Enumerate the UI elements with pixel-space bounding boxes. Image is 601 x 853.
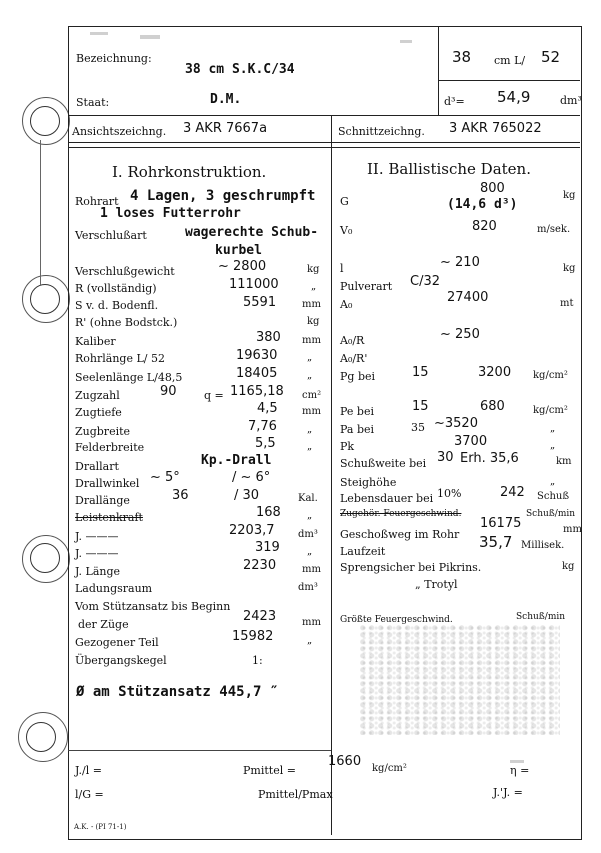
section-title-rohrkonstruktion: I. Rohrkonstruktion.: [112, 163, 267, 181]
divider: [68, 147, 580, 148]
ladungsraum-label: Ladungsraum: [75, 582, 153, 595]
caliber-length: 52: [541, 48, 561, 66]
zugtiefe-value: 4,5: [257, 401, 278, 416]
lebensdauer-bei-value: 10%: [437, 487, 462, 500]
pk-value: 3700: [454, 434, 488, 449]
kaliber-unit: mm: [302, 335, 321, 346]
bezeichnung-value: 38 cm S.K.C/34: [185, 62, 295, 77]
scan-speck: [400, 40, 412, 43]
drallaenge-unit: Kal.: [298, 493, 318, 504]
pulverart-value: C/32: [410, 274, 440, 289]
photocopy-noise: [360, 625, 560, 735]
j2-unit: „: [307, 546, 313, 557]
zugbreite-unit: „: [307, 424, 313, 435]
caliber-value: 38: [452, 48, 472, 66]
zugbreite-label: Zugbreite: [75, 425, 131, 438]
pg-bei-value: 15: [412, 365, 429, 380]
stuetzansatz-label: Vom Stützansatz bis Beginn: [75, 600, 231, 613]
schussweite-unit: km: [556, 456, 572, 467]
schussweite-value: Erh. 35,6: [460, 451, 519, 466]
rohrlaenge-value: 19630: [236, 348, 278, 363]
verschlussart-value: wagerechte Schub-: [185, 225, 319, 240]
der-zuege-value: 2423: [243, 609, 277, 624]
pmittel-value: 1660: [328, 754, 362, 769]
schnitt-label: Schnittzeichng.: [338, 125, 425, 138]
pmittel-pmax-label: Pmittel/Pmax: [258, 788, 333, 801]
j2-value: 319: [255, 540, 280, 555]
der-zuege-unit: mm: [302, 617, 321, 628]
divider: [68, 750, 331, 751]
geschossweg-unit: mm: [563, 524, 582, 535]
pg-unit: kg/cm²: [533, 370, 568, 381]
j1-value: 2203,7: [229, 523, 275, 538]
drallwinkel-value-2: / ~ 6°: [232, 470, 271, 485]
uebergangskegel-label: Übergangskegel: [75, 654, 167, 667]
gezogener-teil-unit: „: [307, 635, 313, 646]
r-vollstaendig-value: 111000: [229, 277, 279, 292]
v0-value: 820: [472, 219, 497, 234]
seelenlaenge-value: 18405: [236, 366, 278, 381]
punch-hole: [30, 543, 60, 573]
section-title-ballistik: II. Ballistische Daten.: [367, 160, 531, 178]
schussweite-bei-value: 30: [437, 450, 454, 465]
rohrlaenge-unit: „: [307, 352, 313, 363]
j-laenge-value: 2230: [243, 558, 277, 573]
groesste-feuergeschwind-label: Größte Feuergeschwind.: [340, 615, 453, 625]
lebensdauer-unit: Schuß: [537, 491, 570, 502]
laufzeit-value: 35,7: [479, 533, 513, 551]
g-value-2: (14,6 d³): [447, 197, 518, 212]
s-bodenfl-label: S v. d. Bodenfl.: [75, 299, 159, 312]
zugtiefe-unit: mm: [302, 406, 321, 417]
bezeichnung-label: Bezeichnung:: [76, 52, 152, 65]
pulverart-label: Pulverart: [340, 280, 393, 293]
j1-label: J. ———: [75, 530, 119, 543]
q-value: 1165,18: [230, 384, 284, 399]
ladungsraum-unit: dm³: [298, 582, 318, 593]
gezogener-teil-label: Gezogener Teil: [75, 636, 159, 649]
footnote-stuetzansatz: Ø am Stützansatz 445,7 ″: [76, 684, 279, 700]
r-vollstaendig-unit: „: [311, 281, 317, 292]
staat-label: Staat:: [76, 96, 110, 109]
drallaenge-value: 36: [172, 488, 189, 503]
uebergangskegel-value: 1:: [252, 654, 263, 667]
a0-unit: mt: [560, 298, 574, 309]
r-ohne-bodstck-unit: kg: [307, 316, 320, 327]
steighoehe-label: Steighöhe: [340, 476, 397, 489]
pmittel-label: Pmittel =: [243, 764, 296, 777]
drallaenge-label: Drallänge: [75, 494, 130, 507]
zugtiefe-label: Zugtiefe: [75, 406, 122, 419]
a0-label: A₀: [340, 298, 353, 311]
der-zuege-label: der Züge: [78, 618, 129, 631]
drallart-label: Drallart: [75, 460, 119, 473]
pe-label: Pe bei: [340, 405, 374, 418]
zugbreite-value: 7,76: [248, 419, 277, 434]
g-value: 800: [480, 181, 505, 196]
j1-unit: dm³: [298, 529, 318, 540]
laufzeit-label: Laufzeit: [340, 545, 386, 558]
seelenlaenge-unit: „: [307, 370, 313, 381]
sprengsicher-label: Sprengsicher bei Pikrins.: [340, 561, 482, 574]
felderbreite-value: 5,5: [255, 436, 276, 451]
v0-unit: m/sek.: [537, 224, 571, 235]
r-ohne-bodstck-label: R' (ohne Bodstck.): [75, 316, 178, 329]
rohrart-label: Rohrart: [75, 195, 119, 208]
ansicht-label: Ansichtszeichng.: [72, 125, 167, 138]
rohrart-value: 4 Lagen, 3 geschrumpft: [130, 188, 316, 204]
staat-value: D.M.: [210, 92, 242, 107]
d3-unit: dm³: [560, 94, 582, 107]
pe-value: 680: [480, 399, 505, 414]
punch-hole: [30, 106, 60, 136]
verschlussgewicht-unit: kg: [307, 264, 320, 275]
pe-bei-value: 15: [412, 399, 429, 414]
form-code: A.K. - (PI 71-1): [74, 823, 127, 831]
column-divider: [331, 115, 332, 835]
punch-hole: [26, 722, 56, 752]
g-unit: kg: [563, 190, 576, 201]
jj-label: J.'J. =: [493, 786, 523, 799]
lebensdauer-label: Lebensdauer bei: [340, 492, 434, 505]
lebensdauer-value: 242: [500, 485, 525, 500]
j-laenge-unit: mm: [302, 564, 321, 575]
scan-speck: [140, 35, 160, 39]
punch-hole: [30, 284, 60, 314]
pg-value: 3200: [478, 365, 512, 380]
zugzahl-label: Zugzahl: [75, 389, 120, 402]
steighoehe-unit: „: [550, 476, 556, 487]
j2-label: J. ———: [75, 547, 119, 560]
scan-speck: [510, 760, 524, 763]
divider: [68, 142, 580, 143]
laufzeit-unit: Millisek.: [521, 540, 565, 551]
pg-label: Pg bei: [340, 370, 376, 383]
j-laenge-label: J. Länge: [75, 565, 121, 578]
felderbreite-label: Felderbreite: [75, 441, 145, 454]
pa-label: Pa bei: [340, 423, 375, 436]
verschlussart-label: Verschlußart: [75, 229, 147, 242]
geschossweg-label: Geschoßweg im Rohr: [340, 528, 460, 541]
gezogener-teil-value: 15982: [232, 629, 274, 644]
v0-label: V₀: [340, 224, 353, 237]
kaliber-label: Kaliber: [75, 335, 116, 348]
leistenkraft-label: Leistenkraft: [75, 511, 143, 524]
s-bodenfl-value: 5591: [243, 295, 277, 310]
verschlussgewicht-value: ~ 2800: [218, 259, 267, 274]
leistenkraft-value: 168: [256, 505, 281, 520]
eta-label: η =: [510, 764, 530, 777]
scan-speck: [90, 32, 108, 35]
caliber-unit: cm L/: [494, 54, 526, 67]
kaliber-value: 380: [256, 330, 281, 345]
g-label: G: [340, 195, 349, 208]
margin-line: [40, 140, 41, 285]
pa-unit: „: [550, 423, 556, 434]
verschlussart-value-2: kurbel: [215, 243, 262, 258]
r-vollstaendig-label: R (vollständig): [75, 282, 157, 295]
zugehoer-feuergeschwind-label: Zugehör. Feuergeschwind.: [340, 509, 462, 519]
pa-value: ~3520: [434, 416, 478, 431]
pmittel-unit: kg/cm²: [372, 763, 407, 774]
verschlussgewicht-label: Verschlußgewicht: [75, 265, 175, 278]
q-label: q =: [204, 389, 224, 402]
l-label: l: [340, 262, 344, 275]
a0-r-value: ~ 250: [440, 327, 480, 342]
divider: [68, 115, 580, 116]
leistenkraft-unit: „: [307, 510, 313, 521]
pk-unit: „: [550, 440, 556, 451]
drallwinkel-value: ~ 5°: [150, 470, 180, 485]
rohrlaenge-label: Rohrlänge L/ 52: [75, 352, 165, 365]
felderbreite-unit: „: [307, 441, 313, 452]
seelenlaenge-label: Seelenlänge L/48,5: [75, 371, 183, 384]
a0-r-label: A₀/R: [340, 334, 365, 347]
q-unit: cm²: [302, 390, 322, 401]
s-bodenfl-unit: mm: [302, 299, 321, 310]
zugzahl-value: 90: [160, 384, 177, 399]
d3-label: d³=: [444, 95, 465, 108]
pa-bei-value: 35: [411, 421, 425, 434]
schnitt-value: 3 AKR 765022: [449, 121, 542, 136]
groesste-feuergeschwind-unit: Schuß/min: [516, 612, 566, 622]
drallwinkel-label: Drallwinkel: [75, 477, 140, 490]
d3-value: 54,9: [497, 88, 531, 106]
drallart-value: Kp.-Drall: [201, 453, 272, 468]
lg-label: l/G =: [75, 788, 104, 801]
trotyl-label: „ Trotyl: [415, 578, 458, 591]
a0-value: 27400: [447, 290, 489, 305]
l-unit: kg: [563, 263, 576, 274]
rohrart-value-2: 1 loses Futterrohr: [100, 206, 241, 221]
pe-unit: kg/cm²: [533, 405, 568, 416]
pk-label: Pk: [340, 440, 355, 453]
zugehoer-feuergeschwind-unit: Schuß/min: [526, 509, 576, 519]
geschossweg-value: 16175: [480, 516, 522, 531]
divider: [438, 80, 580, 81]
divider: [438, 26, 439, 115]
l-value: ~ 210: [440, 255, 480, 270]
schussweite-label: Schußweite bei: [340, 457, 427, 470]
drallaenge-value-2: / 30: [234, 488, 260, 503]
sprengsicher-unit: kg: [562, 561, 575, 572]
ansicht-value: 3 AKR 7667a: [183, 121, 268, 136]
jl-label: J./l =: [75, 764, 102, 777]
a0-r-prime-label: A₀/R': [340, 352, 368, 365]
